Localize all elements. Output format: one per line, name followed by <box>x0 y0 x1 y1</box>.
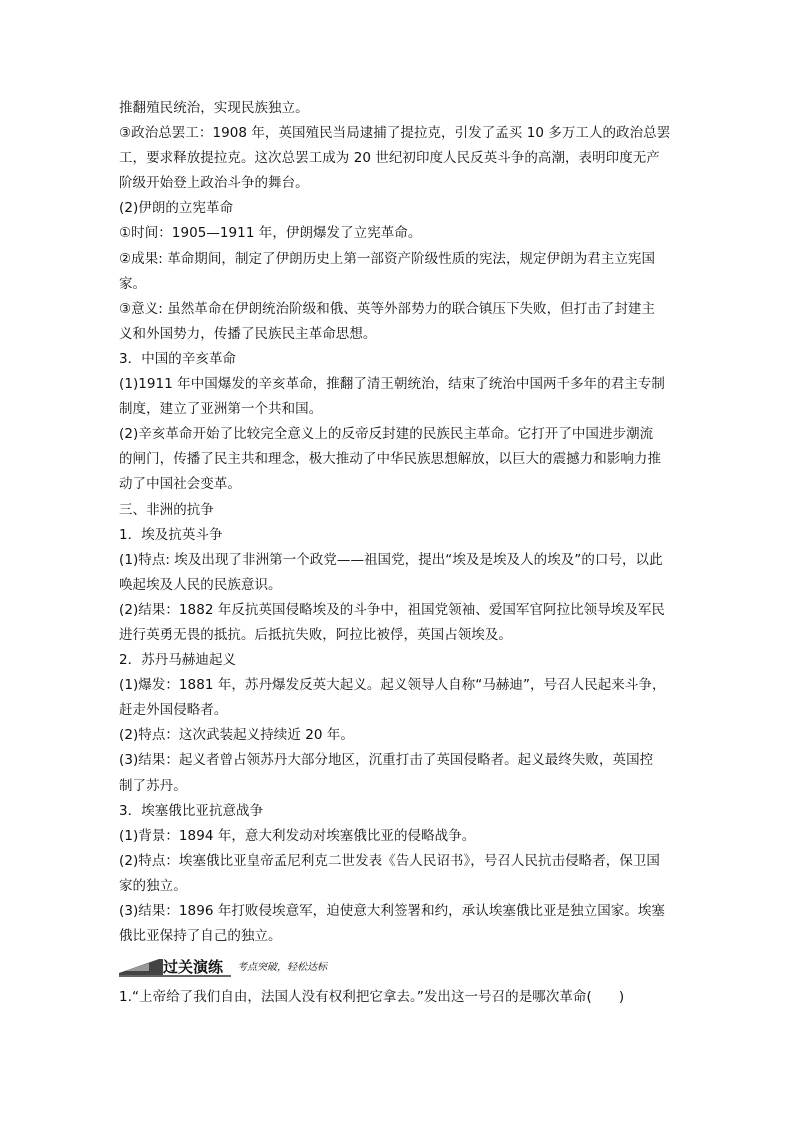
text-line: (2)特点：埃塞俄比亚皇帝孟尼利克二世发表《告人民诏书》，号召人民抗击侵略者，保卫国 <box>119 852 660 869</box>
text-line: (2)结果：1882 年反抗英国侵略埃及的斗争中，祖国党领袖、爱国军官阿拉比领导埃及军民 <box>119 601 665 618</box>
text-line: 3．中国的辛亥革命 <box>119 350 237 367</box>
text-line: 2．苏丹马赫迪起义 <box>119 652 237 669</box>
text-line: 3．埃塞俄比亚抗意战争 <box>119 802 264 819</box>
text-line: (2)特点：这次武装起义持续近 20 年。 <box>119 727 354 744</box>
text-line: ③意义: 虽然革命在伊朗统治阶级和俄、英等外部势力的联合镇压下失败，但打击了封建主 <box>119 300 655 317</box>
text-line: 赶走外国侵略者。 <box>119 702 228 719</box>
text-line: (3)结果：1896 年打败侵埃意军，迫使意大利签署和约，承认埃塞俄比亚是独立国家。埃塞 <box>119 903 665 919</box>
text-line: (1)特点: 埃及出现了非洲第一个政党——祖国党，提出“埃及是埃及人的埃及”的口号，以此 <box>119 551 663 568</box>
text-line: 制了苏丹。 <box>119 777 187 794</box>
section-banner <box>119 953 679 981</box>
text-line: 家的独立。 <box>119 877 187 894</box>
text-line: ②成果: 革命期间，制定了伊朗历史上第一部资产阶级性质的宪法，规定伊朗为君主立宪国 <box>119 250 655 267</box>
text-line: 进行英勇无畏的抵抗。后抵抗失败，阿拉比被俘，英国占领埃及。 <box>119 626 512 643</box>
text-line: 制度，建立了亚洲第一个共和国。 <box>119 401 323 418</box>
text-line: 阶级开始登上政治斗争的舞台。 <box>119 175 309 192</box>
question-1: 1.“上帝给了我们自由，法国人没有权利把它拿去。”发出这一号召的是哪次革命( ) <box>119 989 625 1006</box>
banner-title: 过关演练 <box>163 958 224 977</box>
text-line: 唤起埃及人民的民族意识。 <box>119 576 282 593</box>
text-line: (2)辛亥革命开始了比较完全意义上的反帝反封建的民族民主革命。它打开了中国进步潮流 <box>119 426 654 443</box>
text-line: 1．埃及抗英斗争 <box>119 526 223 543</box>
body-text <box>119 96 679 949</box>
banner-subtitle: 考点突破，轻松达标 <box>237 962 327 974</box>
text-line: 动了中国社会变革。 <box>119 476 241 493</box>
text-line: 推翻殖民统治，实现民族独立。 <box>119 100 309 116</box>
text-line: 三、非洲的抗争 <box>119 501 214 518</box>
text-line: 的闸门，传播了民主共和理念，极大推动了中华民族思想解放，以巨大的震撼力和影响力推 <box>119 451 661 468</box>
text-line: (3)结果：起义者曾占领苏丹大部分地区，沉重打击了英国侵略者。起义最终失败，英国控 <box>119 752 654 769</box>
text-line: ①时间：1905—1911 年，伊朗爆发了立宪革命。 <box>119 225 422 242</box>
text-line: (1)爆发：1881 年，苏丹爆发反英大起义。起义领导人自称“马赫迪”，号召人民起来斗争， <box>119 677 666 694</box>
document-page <box>119 96 679 1010</box>
text-line: (1)1911 年中国爆发的辛亥革命，推翻了清王朝统治，结束了统治中国两千多年的君主专制 <box>119 376 665 393</box>
text-line: 工，要求释放提拉克。这次总罢工成为 20 世纪初印度人民反英斗争的高潮，表明印度无产 <box>119 150 660 167</box>
text-line: 义和外国势力，传播了民族民主革命思想。 <box>119 325 377 342</box>
text-line: 家。 <box>119 275 147 292</box>
text-line: (2)伊朗的立宪革命 <box>119 200 234 217</box>
text-line: (1)背景：1894 年，意大利发动对埃塞俄比亚的侵略战争。 <box>119 827 476 844</box>
text-line: ③政治总罢工：1908 年，英国殖民当局逮捕了提拉克，引发了孟买 10 多万工人的政治总罢 <box>119 125 671 142</box>
text-line: 俄比亚保持了自己的独立。 <box>119 928 282 945</box>
